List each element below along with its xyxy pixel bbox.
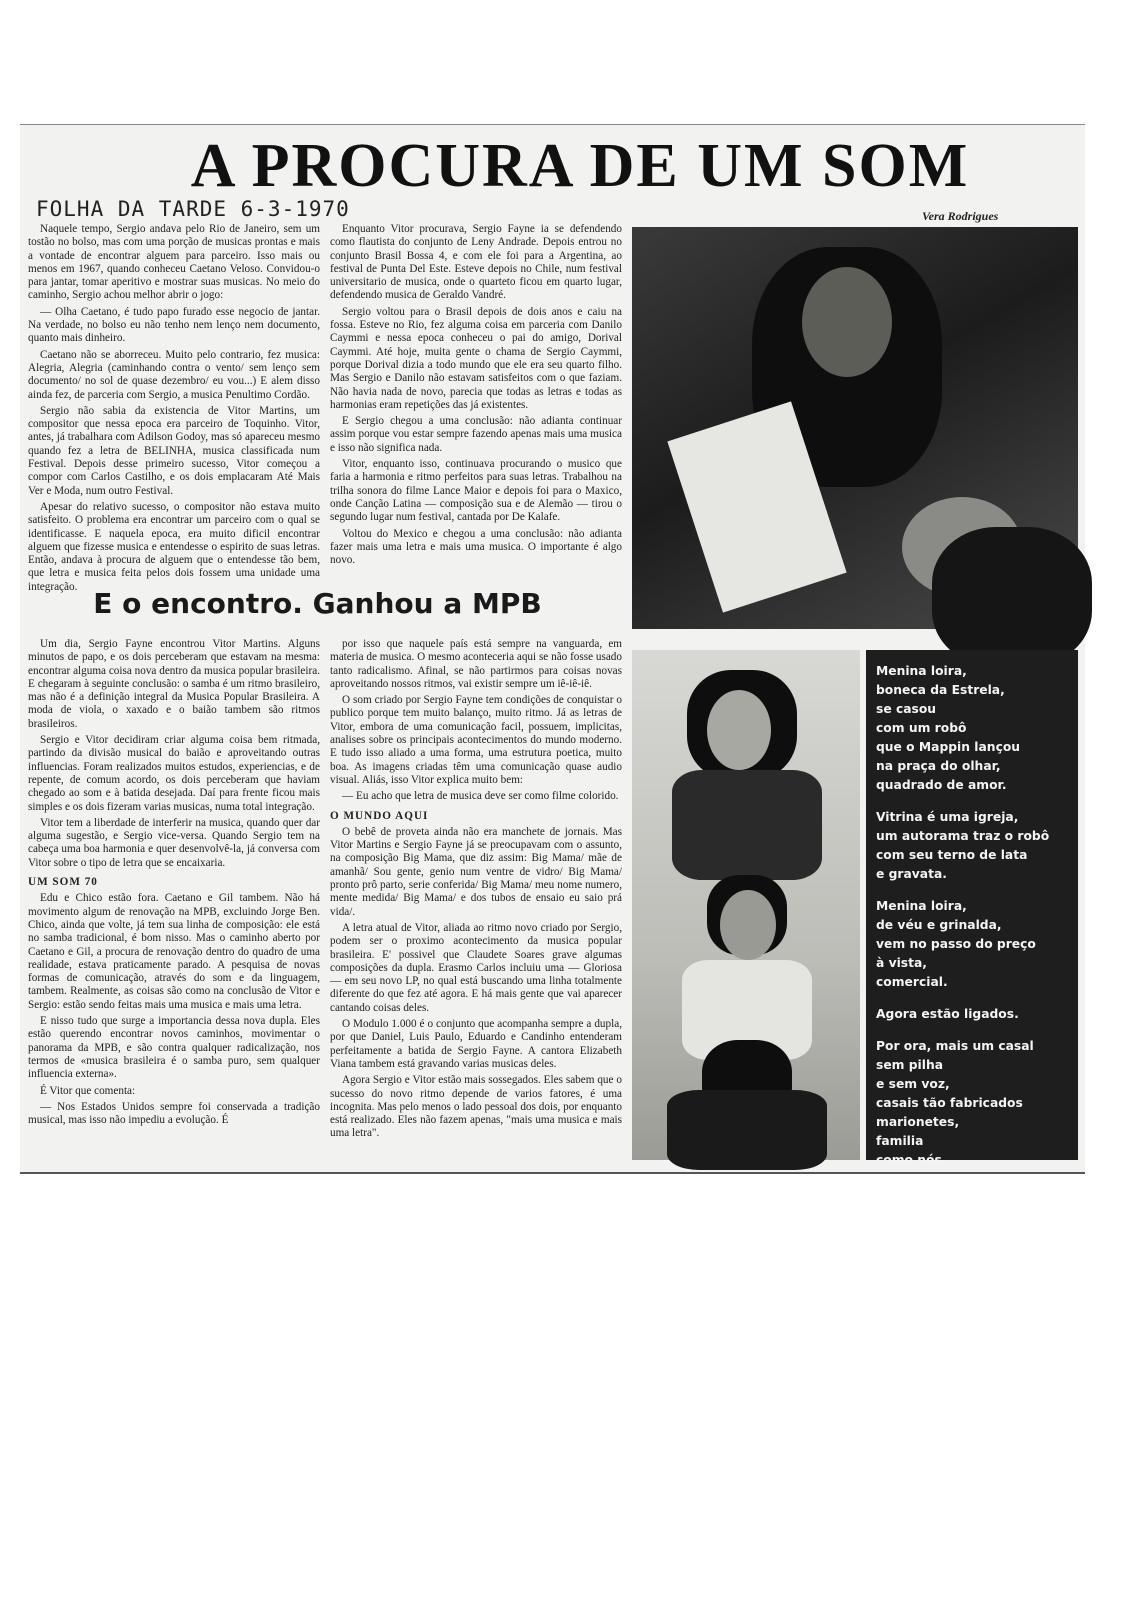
poem-box (866, 650, 1078, 1167)
poem-line: Agora estão ligados. (876, 1007, 1019, 1021)
paragraph: Edu e Chico estão fora. Caetano e Gil tambem. Não há movimento algum de renovação na MPB, excluindo Jorge Ben. Chico, ainda que volte, já tem sua linha de composição: ele está no samba tradicional, é bom nisso. Mas o caminho aberto por Caetano e Gil, a procura de renovação dentro do quadro de uma realidade, estava praticamente parado. A pesquisa de novas formas de comunicação, através do som e da linguagem, tambem. Realmente, as coisas são como na conclusão de Vitor e Sergio: estão sendo feitas mais uma musica e mais uma letra. (28, 892, 320, 1011)
poem-line: Por ora, mais um casal (876, 1039, 1034, 1053)
poem-line: um autorama traz o robô (876, 829, 1050, 843)
poem-line: marionetes, (876, 1115, 960, 1129)
paragraph: Caetano não se aborreceu. Muito pelo contrario, fez musica: Alegria, Alegria (caminhando contra o vento/ sem lenço sem documento/ no sol de quase dezembro/ eu vou...) E alem disso ainda fez, de parceria com Sergio, a musica Penultimo Cordão. (28, 348, 320, 401)
poem-stanza (876, 808, 1068, 884)
paragraph: Sergio e Vitor decidiram criar alguma coisa bem ritmada, partindo da divisão musical do baião e aproveitando outras influencias. Foram realizados muitos estudos, experiencias, e de repente, de comum acordo, os dois perceberam que haviam chegado ao som e à batida desejada. Daí para frente ficou mais simples e os dois fizeram varias musicas, numa total integração. (28, 734, 320, 813)
section-heading: O MUNDO AQUI (330, 809, 429, 822)
poem-line: Menina loira, (876, 899, 967, 913)
article-column-4 (330, 638, 622, 1158)
poem-stanza (876, 1005, 1068, 1024)
paragraph: — Eu acho que letra de musica deve ser como filme colorido. (342, 790, 619, 803)
poem-line: na praça do olhar, (876, 759, 1001, 773)
paragraph: — Olha Caetano, é tudo papo furado esse negocio de jantar. Na verdade, no bolso eu não tenho nem lenço nem documento, quanto mais dinheiro. (28, 305, 320, 345)
paragraph: É Vitor que comenta: (40, 1084, 136, 1097)
paragraph: E Sergio chegou a uma conclusão: não adianta continuar assim porque vou estar sempre fazendo apenas mais uma musica e isso não significa nada. (330, 415, 622, 454)
paragraph: Sergio não sabia da existencia de Vitor Martins, um compositor que nessa epoca era parceiro de Toquinho. Vitor, antes, já trabalhara com Adilson Godoy, mas só apareceu mesmo quando fez a letra de BELINHA, musica classificada num Festival. Depois desse primeiro sucesso, Vitor começou a compor com Carlos Castilho, e os dois emplacaram Até Mais Ver e Moda, num outro Festival. (28, 404, 320, 497)
paragraph: Voltou do Mexico e chegou a uma conclusão: não adianta fazer mais uma letra e mais uma musica. O importante é algo novo. (330, 527, 622, 567)
poem-line: casais tão fabricados (876, 1096, 1023, 1110)
poem-line: comercial. (876, 975, 948, 989)
poem-line: familia (876, 1134, 924, 1148)
paragraph: Sergio voltou para o Brasil depois de dois anos e caiu na fossa. Esteve no Rio, fez alguma coisa em parceria com Danilo Caymmi e nessa epoca conheceu o pai do amigo, Dorival Caymmi. Até hoje, muita gente o chama de Sergio Caymmi, porque Dorival dizia a todo mundo que ele era seu quarto filho. Mas Sergio e Danilo não estavam satisfeitos com o que faziam. Não havia nada de novo, parecia que todas as letras e todas as harmonias eram repetições das já existentes. (330, 305, 622, 411)
paragraph: A letra atual de Vitor, aliada ao ritmo novo criado por Sergio, podem ser o proximo acontecimento da musica popular brasileira. E' possivel que Claudete Soares grave algumas composições da dupla. Erasmo Carlos incluiu uma — Gloriosa — em seu novo LP, no qual está buscando uma linha totalmente diferente do que fez até agora. E há mais gente que vai aparecer cantando coisas deles. (330, 921, 622, 1014)
poem-line: vem no passo do preço (876, 937, 1036, 951)
poem-stanza (876, 662, 1068, 795)
paragraph: Enquanto Vitor procurava, Sergio Fayne ia se defendendo como flautista do conjunto de Leny Andrade. Depois entrou no conjunto Brasil Bossa 4, e com ele foi para a Argentina, ao festival de Punta Del Este. Esteve depois no Chile, num festival universitario de musica, onde o quarteto ficou em quarto lugar, defendendo musica de Geraldo Vandré. (330, 223, 622, 302)
paragraph: Agora Sergio e Vitor estão mais sossegados. Eles sabem que o sucesso do novo ritmo depende de varios fatores, é uma incognita. Mas pelo menos o lado pessoal dos dois, por enquanto está realizado. Eles não fazem apenas, "mais uma musica e mais uma letra". (330, 1074, 622, 1140)
paragraph: — Nos Estados Unidos sempre foi conservada a tradição musical, mas isso não impediu a evolução. É (28, 1100, 320, 1127)
photo-trio-musicians (632, 650, 860, 1160)
paragraph: O som criado por Sergio Fayne tem condições de conquistar o publico porque tem muito balanço, muito ritmo. Já as letras de Vitor, embora de uma comunicação facil, possuem, implicitas, analises sobre os principais acontecimentos do mundo moderno. E tudo isso aliado a uma forma, uma estrutura poetica, muito boa. As imagens criadas têm uma comunicação quase audio visual. Aliás, isso Vitor explica muito bem: (330, 694, 622, 786)
headline: A PROCURA DE UM SOM (190, 132, 970, 200)
paragraph: Apesar do relativo sucesso, o compositor não estava muito satisfeito. O problema era encontrar um parceiro com o qual se identificasse. E naquela epoca, era muito dificil encontrar alguem que fizesse musica e entendesse o espirito de suas letras. Então, andava à procura de alguem que o entendesse tão bem, que letra e musica feita pelos dois fossem uma unidade uma integração. (28, 500, 320, 593)
poem-line: e gravata. (876, 867, 947, 881)
poem-line: Vitrina é uma igreja, (876, 810, 1019, 824)
poem-line: sem pilha (876, 1058, 944, 1072)
newspaper-clipping (20, 124, 1085, 1174)
byline: Vera Rodrigues (922, 209, 999, 223)
paragraph: por isso que naquele país está sempre na vanguarda, em materia de musica. O mesmo aconteceria aqui se não fosse usado tanto radicalismo. Afinal, se não partirmos para coisas novas aproveitando nossos ritmos, vai existir sempre um iê-iê-iê. (330, 638, 622, 690)
paragraph: O Modulo 1.000 é o conjunto que acompanha sempre a dupla, por que Daniel, Luis Paulo, Eduardo e Candinho entenderam perfeitamente a batida de Sergio Fayne. A cantora Elizabeth Viana tambem está gravando varias musicas deles. (330, 1018, 622, 1070)
article-column-1 (28, 223, 320, 593)
section-heading: UM SOM 70 (28, 876, 98, 889)
poem-line: boneca da Estrela, (876, 683, 1005, 697)
poem-line: à vista, (876, 956, 927, 970)
photo-duo-musicians (632, 227, 1078, 629)
paragraph: Vitor tem a liberdade de interferir na musica, quando quer dar alguma sugestão, e Sergio vice-versa. Quando Sergio tem na cabeça uma boa harmonia e quer desenvolvê-la, já conversa com Vitor sobre o tipo de letra que se encaixaria. (28, 816, 320, 869)
subheadline: E o encontro. Ganhou a MPB (93, 587, 542, 620)
poem-line: com seu terno de lata (876, 848, 1028, 862)
poem-line: como nós. (876, 1153, 947, 1167)
paragraph: O bebê de proveta ainda não era manchete de jornais. Mas Vitor Martins e Sergio Fayne já se preocupavam com o assunto, na composição Big Mama, que diz assim: Big Mama/ mãe de amanhã/ Sou gente, genio num ventre de vidro/ Big Mama/ pronto prô parto, serie conferida/ Big Mama/ meu nome numero, mente medida/ Big Mama/ e dos tubos de ensaio eu saio prá vida/. (330, 825, 622, 918)
poem-line: e sem voz, (876, 1077, 950, 1091)
paragraph: Um dia, Sergio Fayne encontrou Vitor Martins. Alguns minutos de papo, e os dois perceberam que estavam na mesma: encontrar alguma coisa nova dentro da musica popular brasileira. E chegaram à seguinte conclusão: o samba é um ritmo brasileiro, mas não é a definição integral da Musica Popular Brasileira. A moda de viola, o xaxado e o baião tambem são ritmos brasileiros. (28, 638, 320, 730)
poem-line: que o Mappin lançou (876, 740, 1021, 754)
poem-line: de véu e grinalda, (876, 918, 1002, 932)
poem-line: com um robô (876, 721, 967, 735)
paragraph: E nisso tudo que surge a importancia dessa nova dupla. Eles estão querendo encontrar novos caminhos, movimentar o panorama da MPB, e são contra qualquer radicalização, nos termos de «musica brasileira é o samba puro, sem qualquer influencia externa». (28, 1015, 320, 1081)
poem-stanza (876, 1037, 1068, 1170)
article-column-2 (330, 223, 622, 575)
paragraph: Vitor, enquanto isso, continuava procurando o musico que faria a harmonia e ritmo perfeitos para suas letras. Trabalhou na trilha sonora do filme Lance Maior e depois foi para o Maxico, onde Canção Latina — composição sua e de Alemão — tirou o segundo lugar num festival, cantada por De Kalafe. (330, 458, 622, 524)
poem-line: quadrado de amor. (876, 778, 1007, 792)
poem-line: se casou (876, 702, 937, 716)
poem-line: Menina loira, (876, 664, 967, 678)
article-column-3 (28, 638, 320, 1158)
paragraph: Naquele tempo, Sergio andava pelo Rio de Janeiro, sem um tostão no bolso, mas com uma porção de musicas prontas e mais a vontade de encontrar alguem para parceiro. Isso mais ou menos em 1967, quando conheceu Caetano Veloso. Convidou-o para jantar, tomar aperitivo e mostrar suas musicas. No meio do caminho, Sergio achou melhor abrir o jogo: (28, 223, 320, 302)
poem-stanza (876, 897, 1068, 992)
handwritten-date-note: FOLHA DA TARDE 6-3-1970 (36, 197, 350, 221)
